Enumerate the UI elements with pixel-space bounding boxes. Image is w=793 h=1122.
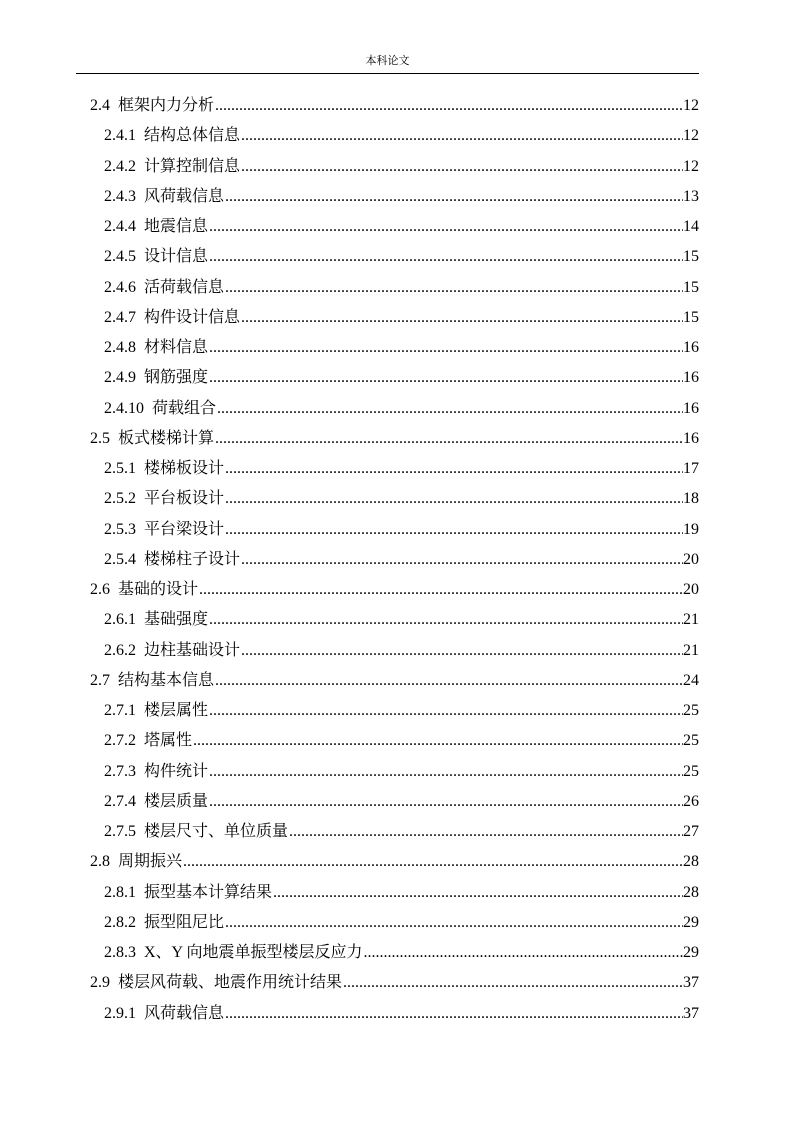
toc-entry-title: 框架内力分析 xyxy=(118,97,215,114)
toc-entry[interactable] xyxy=(90,424,699,454)
toc-entry[interactable] xyxy=(104,242,699,272)
toc-entry-title: 基础的设计 xyxy=(118,581,199,598)
toc-entry-title: 设计信息 xyxy=(144,248,209,266)
toc-entry-title: 振型基本计算结果 xyxy=(144,883,273,901)
toc-entry-page-number: 16 xyxy=(683,369,699,387)
toc-entry[interactable] xyxy=(104,817,699,847)
toc-dot-leader xyxy=(214,424,683,454)
toc-entry-page-number: 24 xyxy=(683,671,699,689)
toc-entry[interactable] xyxy=(104,999,699,1029)
toc-dot-leader xyxy=(198,575,683,605)
toc-entry[interactable] xyxy=(104,726,699,756)
toc-entry-page-number: 21 xyxy=(683,611,699,629)
toc-entry[interactable] xyxy=(90,847,699,877)
toc-entry-number: 2.9 xyxy=(90,974,110,992)
toc-entry[interactable] xyxy=(104,636,699,666)
toc-dot-leader xyxy=(214,91,683,121)
toc-dot-leader xyxy=(208,242,683,272)
toc-entry-number: 2.9.1 xyxy=(104,1004,136,1022)
toc-entry-number: 2.7.3 xyxy=(104,762,136,780)
toc-dot-leader xyxy=(240,303,683,333)
toc-entry-page-number: 13 xyxy=(683,187,699,205)
toc-entry-number: 2.8.2 xyxy=(104,913,136,931)
toc-dot-leader xyxy=(224,182,683,212)
toc-entry-title: 楼层质量 xyxy=(144,792,209,810)
toc-entry-page-number: 20 xyxy=(683,581,699,598)
toc-entry-page-number: 15 xyxy=(683,248,699,266)
toc-entry-number: 2.7.4 xyxy=(104,792,136,810)
page-header: 本科论文 xyxy=(365,55,410,67)
toc-entry-number: 2.4 xyxy=(90,97,110,114)
toc-entry-page-number: 19 xyxy=(683,520,699,538)
toc-entry-title: 楼梯柱子设计 xyxy=(144,550,241,568)
toc-entry-number: 2.5.3 xyxy=(104,520,136,538)
toc-entry-page-number: 17 xyxy=(683,460,699,477)
toc-entry-page-number: 28 xyxy=(683,883,699,901)
toc-entry-page-number: 12 xyxy=(683,97,699,114)
toc-entry-title: 荷载组合 xyxy=(152,399,217,417)
toc-entry[interactable] xyxy=(104,938,699,968)
toc-entry-number: 2.8.3 xyxy=(104,944,136,961)
toc-entry-page-number: 15 xyxy=(683,308,699,326)
toc-entry-title: 构件统计 xyxy=(144,762,209,780)
toc-entry-title: 楼层风荷载、地震作用统计结果 xyxy=(118,974,343,992)
toc-entry-number: 2.4.1 xyxy=(104,127,136,145)
toc-entry[interactable] xyxy=(104,182,699,212)
toc-entry[interactable] xyxy=(104,484,699,514)
toc-entry[interactable] xyxy=(90,91,699,121)
toc-entry-title: 振型阻尼比 xyxy=(144,913,225,931)
toc-dot-leader xyxy=(208,757,683,787)
toc-entry-page-number: 16 xyxy=(683,339,699,356)
toc-entry-page-number: 37 xyxy=(683,1004,699,1022)
toc-entry[interactable] xyxy=(104,121,699,151)
toc-dot-leader xyxy=(224,484,683,514)
toc-dot-leader xyxy=(240,121,683,151)
toc-entry-number: 2.5.2 xyxy=(104,490,136,508)
toc-entry[interactable] xyxy=(104,152,699,182)
toc-dot-leader xyxy=(224,515,683,545)
toc-entry-page-number: 27 xyxy=(683,823,699,840)
toc-entry[interactable] xyxy=(104,333,699,363)
toc-entry-number: 2.6.1 xyxy=(104,611,136,629)
toc-entry-title: 风荷载信息 xyxy=(144,1004,225,1022)
toc-entry-title: 楼层尺寸、单位质量 xyxy=(144,823,289,840)
toc-entry[interactable] xyxy=(104,787,699,817)
toc-entry-page-number: 21 xyxy=(683,641,699,659)
toc-entry-title: 风荷载信息 xyxy=(144,187,225,205)
toc-dot-leader xyxy=(192,726,683,756)
toc-entry-page-number: 25 xyxy=(683,732,699,750)
toc-entry-number: 2.7.2 xyxy=(104,732,136,750)
toc-entry-page-number: 12 xyxy=(683,127,699,145)
toc-entry-page-number: 16 xyxy=(683,429,699,447)
toc-entry[interactable] xyxy=(104,363,699,393)
toc-entry[interactable] xyxy=(104,454,699,484)
toc-dot-leader xyxy=(208,696,683,726)
toc-entry-page-number: 28 xyxy=(683,853,699,871)
toc-entry-number: 2.6 xyxy=(90,581,110,598)
toc-dot-leader xyxy=(288,817,683,847)
toc-entry[interactable] xyxy=(104,878,699,908)
toc-entry-number: 2.8 xyxy=(90,853,110,871)
toc-dot-leader xyxy=(208,605,683,635)
toc-entry-page-number: 16 xyxy=(683,399,699,417)
toc-dot-leader xyxy=(208,363,683,393)
toc-entry-title: 楼层属性 xyxy=(144,702,209,719)
toc-entry-title: 塔属性 xyxy=(144,732,193,750)
toc-entry-number: 2.4.3 xyxy=(104,187,136,205)
toc-dot-leader xyxy=(272,878,683,908)
toc-entry[interactable] xyxy=(90,968,699,998)
toc-entry-title: 结构基本信息 xyxy=(118,671,215,689)
toc-entry-number: 2.5.4 xyxy=(104,550,136,568)
toc-dot-leader xyxy=(224,454,683,484)
toc-entry-page-number: 12 xyxy=(683,157,699,175)
toc-entry[interactable] xyxy=(104,212,699,242)
toc-entry-page-number: 15 xyxy=(683,278,699,296)
toc-dot-leader xyxy=(240,636,683,666)
toc-dot-leader xyxy=(208,333,683,363)
toc-entry-number: 2.5.1 xyxy=(104,460,136,477)
toc-entry-page-number: 29 xyxy=(683,913,699,931)
toc-entry-page-number: 20 xyxy=(683,550,699,568)
toc-dot-leader xyxy=(224,999,683,1029)
toc-entry-page-number: 14 xyxy=(683,218,699,235)
toc-entry-number: 2.4.6 xyxy=(104,278,136,296)
toc-dot-leader xyxy=(240,545,683,575)
header-rule xyxy=(76,73,699,74)
toc-entry-number: 2.6.2 xyxy=(104,641,136,659)
toc-entry-title: 地震信息 xyxy=(144,218,209,235)
toc-entry-page-number: 29 xyxy=(683,944,699,961)
toc-dot-leader xyxy=(208,212,683,242)
toc-entry[interactable] xyxy=(90,666,699,696)
toc-entry-title: 钢筋强度 xyxy=(144,369,209,387)
toc-entry-title: 楼梯板设计 xyxy=(144,460,225,477)
toc-entry-number: 2.4.8 xyxy=(104,339,136,356)
toc-entry[interactable] xyxy=(104,303,699,333)
toc-entry[interactable] xyxy=(104,394,699,424)
toc-entry-number: 2.4.10 xyxy=(104,399,144,417)
toc-entry-page-number: 26 xyxy=(683,792,699,810)
toc-entry-number: 2.8.1 xyxy=(104,883,136,901)
toc-dot-leader xyxy=(182,847,683,877)
toc-entry-title: 板式楼梯计算 xyxy=(118,429,215,447)
toc-entry-page-number: 37 xyxy=(683,974,699,992)
toc-entry-number: 2.4.4 xyxy=(104,218,136,235)
toc-entry-number: 2.4.9 xyxy=(104,369,136,387)
toc-entry-page-number: 25 xyxy=(683,762,699,780)
toc-entry-title: 边柱基础设计 xyxy=(144,641,241,659)
toc-dot-leader xyxy=(342,968,683,998)
toc-entry[interactable] xyxy=(104,757,699,787)
toc-entry-number: 2.7.5 xyxy=(104,823,136,840)
toc-entry-title: 构件设计信息 xyxy=(144,308,241,326)
toc-entry[interactable] xyxy=(104,696,699,726)
toc-dot-leader xyxy=(240,152,683,182)
toc-entry[interactable] xyxy=(104,273,699,303)
toc-dot-leader xyxy=(208,787,683,817)
toc-entry-title: 平台梁设计 xyxy=(144,520,225,538)
toc-entry[interactable] xyxy=(104,908,699,938)
toc-dot-leader xyxy=(216,394,683,424)
toc-dot-leader xyxy=(224,908,683,938)
toc-entry-number: 2.7 xyxy=(90,671,110,689)
toc-entry-title: 周期振兴 xyxy=(118,853,183,871)
toc-entry[interactable] xyxy=(104,515,699,545)
toc-entry[interactable] xyxy=(104,545,699,575)
toc-entry-title: 平台板设计 xyxy=(144,490,225,508)
toc-dot-leader xyxy=(363,938,683,968)
toc-entry-title: 计算控制信息 xyxy=(144,157,241,175)
toc-entry-title: 基础强度 xyxy=(144,611,209,629)
toc-entry-number: 2.4.2 xyxy=(104,157,136,175)
toc-entry-title: 活荷载信息 xyxy=(144,278,225,296)
toc-entry-title: 材料信息 xyxy=(144,339,209,356)
toc-dot-leader xyxy=(224,273,683,303)
toc-entry-number: 2.7.1 xyxy=(104,702,136,719)
toc-entry-title: X、Y 向地震单振型楼层反应力 xyxy=(144,944,363,961)
toc-dot-leader xyxy=(214,666,683,696)
toc-entry-title: 结构总体信息 xyxy=(144,127,241,145)
toc-entry[interactable] xyxy=(90,575,699,605)
toc-entry-number: 2.5 xyxy=(90,429,110,447)
toc-entry-number: 2.4.7 xyxy=(104,308,136,326)
toc-entry-page-number: 25 xyxy=(683,702,699,719)
toc-entry[interactable] xyxy=(104,605,699,635)
toc-entry-number: 2.4.5 xyxy=(104,248,136,266)
toc-entry-page-number: 18 xyxy=(683,490,699,508)
